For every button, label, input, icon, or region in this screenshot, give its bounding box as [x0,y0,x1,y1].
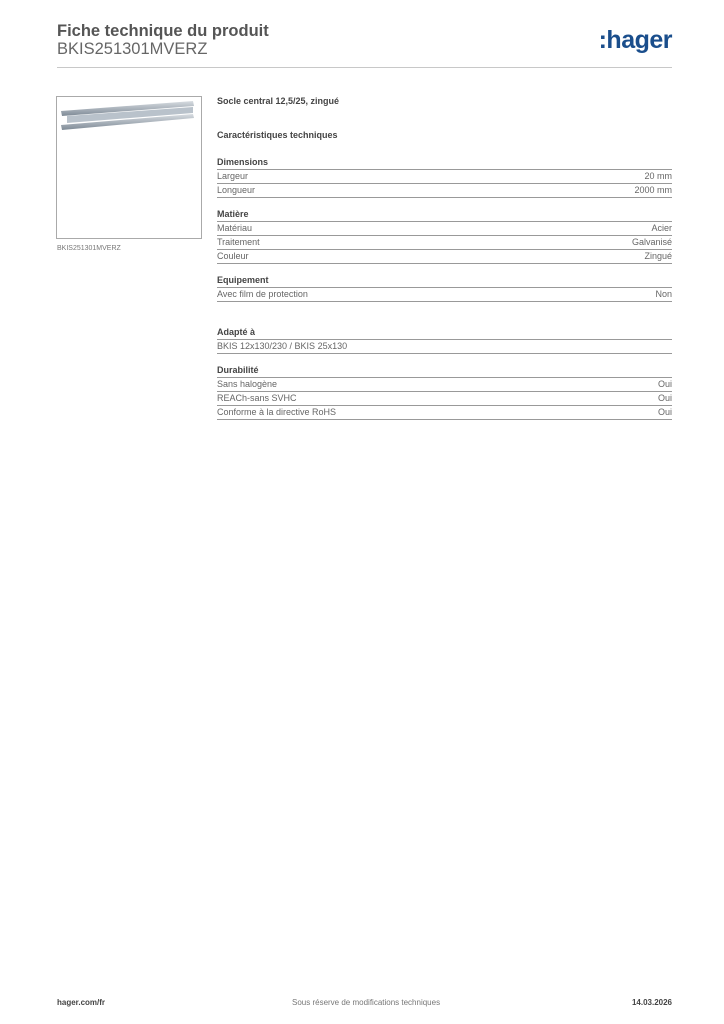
spec-column [217,96,672,430]
spec-value: Oui [657,379,672,389]
header-divider [57,67,672,68]
footer-website[interactable]: hager.com/fr [57,998,106,1007]
spec-value: Zingué [644,251,672,261]
spec-row [217,392,672,406]
spec-value: Oui [657,393,672,403]
section-title: Adapté à [217,326,672,340]
footer-note: Sous réserve de modifications techniques [292,998,441,1007]
spec-label: Matériau [217,223,253,233]
spec-row [217,250,672,264]
tech-title: Caractéristiques techniques [217,130,338,140]
product-code: BKIS251301MVERZ [57,40,208,58]
spec-label: REACh-sans SVHC [217,393,297,403]
section-title: Dimensions [217,156,672,170]
spec-label: Sans halogène [217,379,278,389]
spec-row [217,184,672,198]
rail-illustration [57,97,201,238]
spec-section [217,364,672,420]
page-title: Fiche technique du produit [57,22,269,40]
spec-section [217,156,672,198]
product-name: Socle central 12,5/25, zingué [217,96,340,106]
spec-row [217,236,672,250]
spec-label: Longueur [217,185,256,195]
spec-row [217,340,672,354]
spec-label: Largeur [217,171,249,181]
spec-row [217,170,672,184]
footer-date: 14.03.2026 [631,998,672,1007]
spec-row [217,406,672,420]
spec-value: Oui [657,407,672,417]
spec-label: Conforme à la directive RoHS [217,407,337,417]
section-title: Matière [217,208,672,222]
spec-section [217,274,672,302]
spec-value: Acier [651,223,672,233]
spec-value: 2000 mm [634,185,672,195]
spec-section [217,208,672,264]
hager-logo: :hager [598,26,672,54]
product-image [56,96,202,239]
section-title: Equipement [217,274,672,288]
spec-label: BKIS 12x130/230 / BKIS 25x130 [217,341,348,351]
spec-value: 20 mm [644,171,672,181]
spec-value: Galvanisé [631,237,672,247]
spec-value: Non [655,289,672,299]
spec-row [217,222,672,236]
image-caption: BKIS251301MVERZ [57,245,121,252]
spec-label: Avec film de protection [217,289,308,299]
section-title: Durabilité [217,364,672,378]
spec-row [217,378,672,392]
spec-section [217,326,672,354]
spec-label: Couleur [217,251,249,261]
spec-row [217,288,672,302]
spec-label: Traitement [217,237,260,247]
